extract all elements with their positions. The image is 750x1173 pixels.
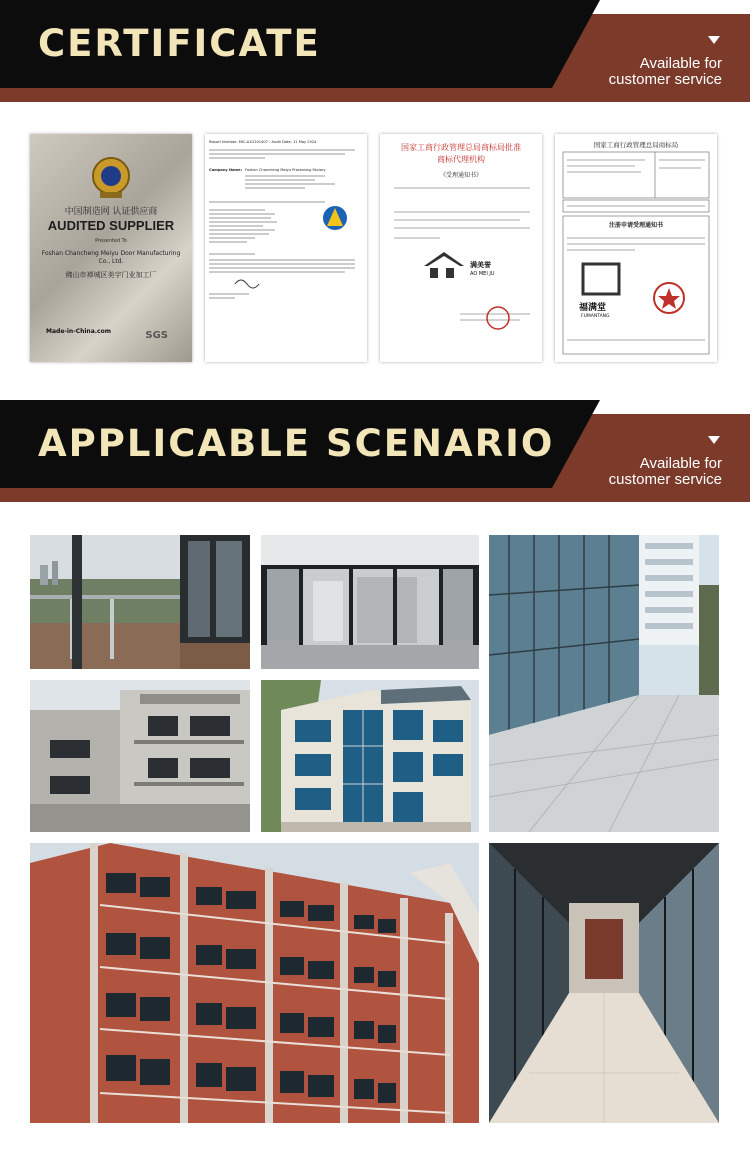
photo-red-highrise[interactable]	[30, 843, 479, 1123]
trademark-notice[interactable]	[380, 134, 542, 362]
residential-glass-art	[261, 680, 479, 832]
photo-residential-glass-building[interactable]	[261, 680, 479, 832]
report-text-lines	[205, 134, 367, 362]
plaque-company-cn: 佛山市禅城区美宇门业加工厂	[65, 271, 157, 279]
plaque-presented: Presented To	[95, 238, 127, 244]
certificate-gallery	[0, 114, 750, 390]
curtain-wall-art	[489, 535, 719, 832]
section-title: APPLICABLE SCENARIO	[38, 422, 555, 465]
notice-title-2: 商标代理机构	[437, 155, 485, 164]
photo-modern-villa[interactable]	[30, 680, 250, 832]
plaque-company-en: Foshan Chancheng Meiyu Door Manufacturing Co., Ltd.	[41, 250, 181, 265]
plaque-sgs: SGS	[145, 330, 168, 341]
glass-corridor-art	[489, 843, 719, 1123]
plaque-cn-title: 中国制造网 认证供应商	[64, 207, 158, 217]
notice-mark-en: AO MEI JU	[470, 271, 495, 277]
certificate-banner	[0, 0, 750, 104]
available-line-1: Available for	[639, 455, 722, 472]
scenario-banner	[0, 400, 750, 504]
photo-office-partition[interactable]	[261, 535, 479, 669]
available-line-2: customer service	[608, 71, 722, 88]
chevron-down-icon[interactable]	[708, 436, 720, 444]
notice-mark: 满美誉	[470, 261, 491, 269]
section-title: CERTIFICATE	[38, 22, 321, 65]
report-company: Foshan Chancheng Meiyu Processing Factory	[245, 168, 326, 172]
notice-subtitle: 《受理通知书》	[439, 172, 482, 179]
report-company-label: Company Name:	[209, 168, 243, 172]
trademark-registration[interactable]	[555, 134, 717, 362]
notice-art	[380, 134, 542, 362]
photo-curtain-wall-plaza[interactable]	[489, 535, 719, 832]
photo-balcony-window[interactable]	[30, 535, 250, 669]
registration-art	[555, 134, 717, 362]
balcony-window-art	[30, 535, 250, 669]
audited-supplier-plaque[interactable]	[30, 134, 192, 362]
photo-glass-corridor[interactable]	[489, 843, 719, 1123]
office-partition-art	[261, 535, 479, 669]
report-header: Report Number: MIC-A1G201407 - Audit Date: 11 May 2024	[209, 140, 317, 144]
registration-heading: 注册申请受理通知书	[608, 222, 663, 229]
customer-service-link[interactable]	[609, 456, 722, 488]
customer-service-link[interactable]	[609, 56, 722, 88]
chevron-down-icon[interactable]	[708, 36, 720, 44]
registration-logo-cn: 福满堂	[579, 303, 607, 313]
villa-art	[30, 680, 250, 832]
registration-title: 国家工商行政管理总局商标局	[593, 141, 679, 149]
plaque-title: AUDITED SUPPLIER	[47, 218, 175, 233]
plaque-brand: Made-in-China.com	[46, 328, 111, 335]
audit-report[interactable]	[205, 134, 367, 362]
available-line-2: customer service	[608, 471, 722, 488]
registration-logo-en: FUMANTANG	[581, 314, 610, 319]
available-line-1: Available for	[639, 55, 722, 72]
red-highrise-art	[30, 843, 479, 1123]
notice-title-1: 国家工商行政管理总局商标局批准	[401, 143, 521, 152]
